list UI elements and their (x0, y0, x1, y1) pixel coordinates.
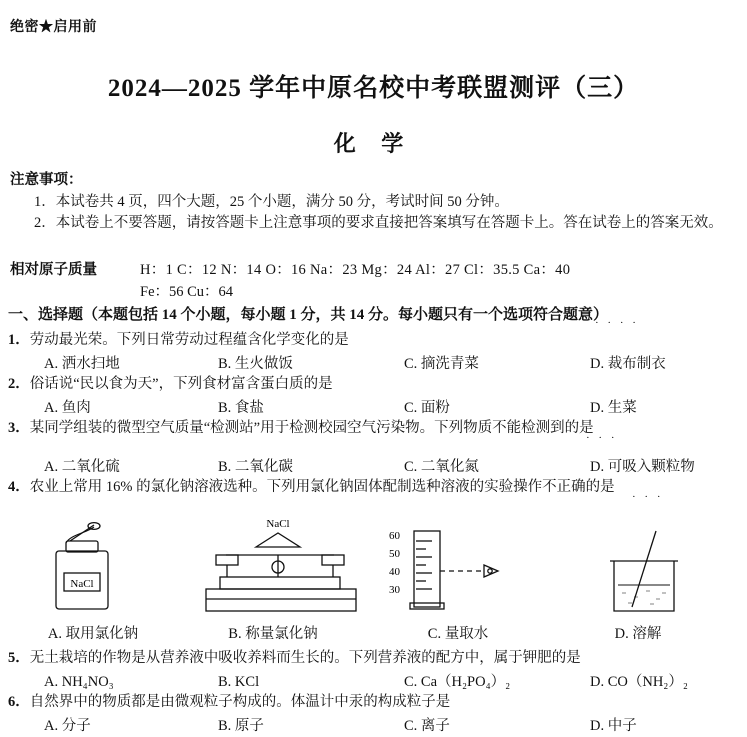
notes-item-2: 2．本试卷上不要答题，请按答题卡上注意事项的要求直接把答案填写在答题卡上。答在试卷上的答案无效。 (34, 215, 723, 231)
question-6-text: 自然界中的物质都是由微观粒子构成的。体温计中汞的构成粒子是 (29, 694, 451, 710)
question-2-stem (8, 374, 740, 396)
question-3-options (8, 455, 740, 476)
atomic-mass-line-2: Fe：56 Cu：64 (140, 284, 234, 300)
question-3-option-c[interactable]: C. 二氧化氮 (404, 459, 479, 475)
question-3-stem (8, 418, 740, 440)
question-4-number: 4． (8, 479, 30, 495)
page-title: 2024—2025 学年中原名校中考联盟测评（三） (107, 75, 640, 102)
question-1-options (8, 352, 740, 373)
figure-measuring-cylinder (380, 515, 560, 623)
figure-cylinder-tick-40: 40 (389, 566, 400, 578)
figure-cylinder-tick-50: 50 (389, 548, 400, 560)
question-3-number: 3． (8, 420, 30, 436)
section-heading-choice: 一、选择题（本题包括 14 个小题，每小题 1 分，共 14 分。每小题只有一个选项符合题意） (8, 307, 609, 323)
question-1-stem (8, 330, 740, 352)
question-2-number: 2． (8, 376, 30, 392)
figure-beaker-dissolving (560, 515, 740, 623)
figure-cylinder-tick-60: 60 (389, 530, 400, 542)
emphasis-dots-q3: · · · (586, 432, 618, 444)
figure-balance (186, 515, 376, 623)
question-5-option-d[interactable]: D. CO（NH₂）₂ (590, 674, 688, 690)
question-3-option-b[interactable]: B. 二氧化碳 (218, 459, 293, 475)
question-4-option-c[interactable]: C. 量取水 (427, 626, 489, 642)
subject-title: 化 学 (333, 131, 414, 156)
question-5-options (8, 670, 740, 691)
question-2-option-b[interactable]: B. 食盐 (218, 400, 264, 416)
emphasis-dots-section: · · · · (595, 317, 639, 329)
question-4-options (8, 622, 740, 643)
question-5-option-c[interactable]: C. Ca（H₂PO₄）₂ (404, 674, 511, 690)
question-2-options (8, 396, 740, 417)
question-5-option-b[interactable]: B. KCl (218, 674, 260, 690)
question-1-option-a[interactable]: A. 洒水扫地 (44, 356, 120, 372)
figure-reagent-bottle (8, 515, 178, 623)
figure-bottle-label: NaCl (70, 578, 94, 590)
question-6-option-c[interactable]: C. 离子 (404, 718, 450, 734)
question-4-option-d[interactable]: D. 溶解 (614, 626, 662, 642)
question-1-option-d[interactable]: D. 裁布制衣 (590, 356, 666, 372)
figure-balance-label: NaCl (266, 518, 290, 530)
question-2-text: 俗话说“民以食为天”，下列食材富含蛋白质的是 (29, 376, 333, 392)
figure-cylinder-tick-30: 30 (389, 584, 400, 596)
question-5-text: 无土栽培的作物是从营养液中吸收养料而生长的。下列营养液的配方中，属于钾肥的是 (29, 650, 581, 666)
question-4-figures (8, 515, 740, 625)
atomic-mass-label: 相对原子质量 (10, 262, 97, 278)
question-6-option-a[interactable]: A. 分子 (44, 718, 91, 734)
question-3-option-a[interactable]: A. 二氧化硫 (44, 459, 120, 475)
question-1-text: 劳动最光荣。下列日常劳动过程蕴含化学变化的是 (29, 332, 349, 348)
question-6-options (8, 714, 740, 735)
atomic-mass-line-1: H：1 C：12 N：14 O：16 Na：23 Mg：24 Al：27 Cl：35.5 Ca：40 (140, 262, 571, 278)
notes-heading: 注意事项： (10, 172, 83, 188)
question-3-text: 某同学组装的微型空气质量“检测站”用于检测校园空气污染物。下列物质不能检测到的是 (29, 420, 594, 436)
question-5-option-a[interactable]: A. NH₄NO₃ (44, 674, 114, 690)
question-6-option-d[interactable]: D. 中子 (590, 718, 637, 734)
emphasis-dots-q4: · · · (632, 491, 664, 503)
question-5-number: 5． (8, 650, 30, 666)
question-4-option-a[interactable]: A. 取用氯化钠 (47, 626, 139, 642)
question-5-stem (8, 648, 740, 670)
question-6-stem (8, 692, 740, 714)
question-1-number: 1． (8, 332, 30, 348)
question-4-stem (8, 477, 740, 499)
question-3-option-d[interactable]: D. 可吸入颗粒物 (590, 459, 695, 475)
question-6-number: 6． (8, 694, 30, 710)
secret-label: 绝密★启用前 (10, 20, 97, 35)
question-2-option-c[interactable]: C. 面粉 (404, 400, 450, 416)
question-2-option-d[interactable]: D. 生菜 (590, 400, 637, 416)
notes-item-1: 1．本试卷共 4 页，四个大题，25 个小题，满分 50 分，考试时间 50 分钟。 (34, 194, 509, 210)
question-2-option-a[interactable]: A. 鱼肉 (44, 400, 91, 416)
question-1-option-b[interactable]: B. 生火做饭 (218, 356, 293, 372)
question-4-option-b[interactable]: B. 称量氯化钠 (228, 626, 318, 642)
question-6-option-b[interactable]: B. 原子 (218, 718, 264, 734)
question-1-option-c[interactable]: C. 摘洗青菜 (404, 356, 479, 372)
question-4-text: 农业上常用 16% 的氯化钠溶液选种。下列用氯化钠固体配制选种溶液的实验操作不正确的是 (29, 479, 615, 495)
